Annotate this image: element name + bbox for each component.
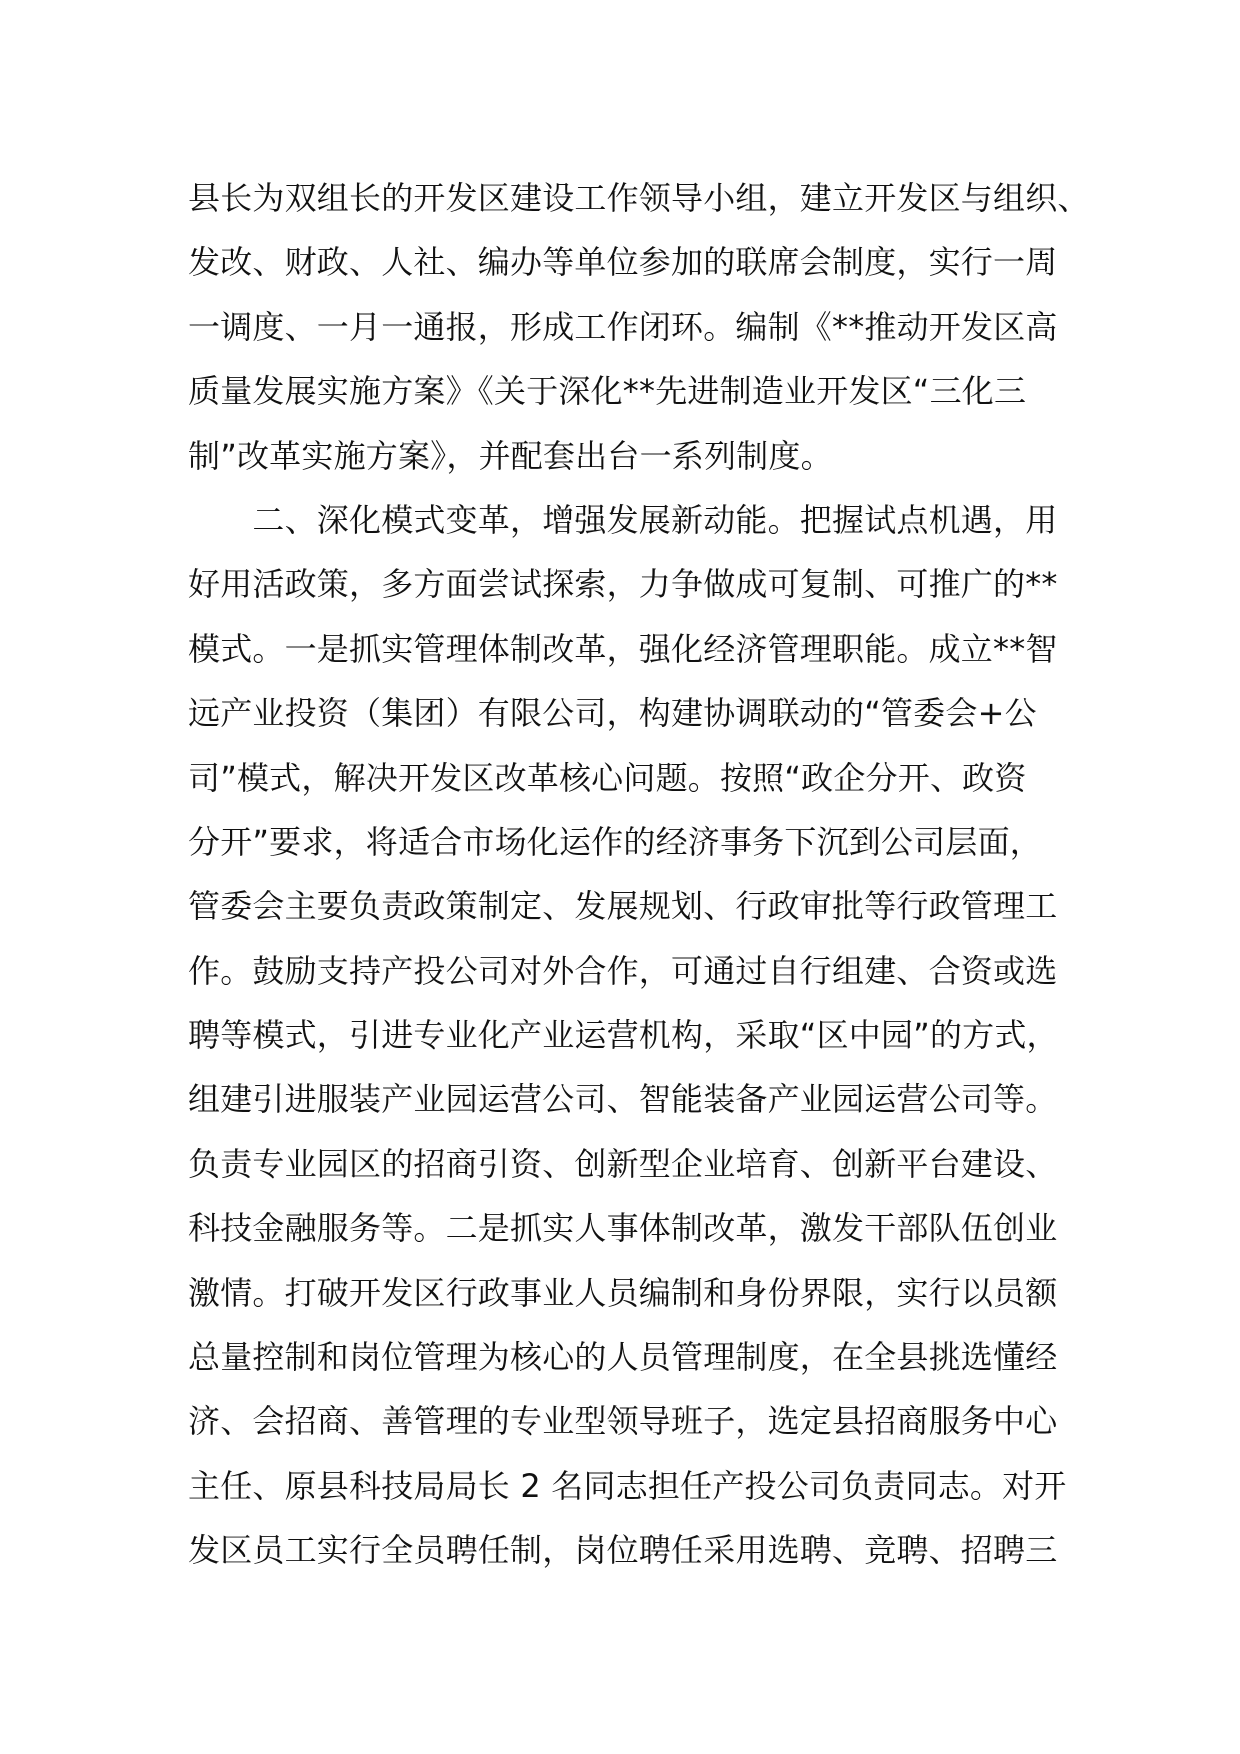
text-line: 激情。打破开发区行政事业人员编制和身份界限，实行以员额 <box>188 1273 1058 1312</box>
text-line: 管委会主要负责政策制定、发展规划、行政审批等行政管理工 <box>188 887 1058 926</box>
text-line: 济、会招商、善管理的专业型领导班子，选定县招商服务中心 <box>188 1402 1058 1441</box>
text-line: 司”模式，解决开发区改革核心问题。按照“政企分开、政资 <box>188 758 1027 797</box>
text-line: 总量控制和岗位管理为核心的人员管理制度，在全县挑选懂经 <box>188 1338 1058 1377</box>
text-line: 分开”要求，将适合市场化运作的经济事务下沉到公司层面， <box>188 822 1042 861</box>
text-line: 县长为双组长的开发区建设工作领导小组，建立开发区与组织、 <box>188 179 1090 217</box>
text-line: 发改、财政、人社、编办等单位参加的联席会制度，实行一周 <box>188 243 1058 282</box>
text-line: 远产业投资（集团）有限公司，构建协调联动的“管委会+公 <box>188 694 1037 733</box>
text-line: 发区员工实行全员聘任制，岗位聘任采用选聘、竞聘、招聘三 <box>188 1531 1058 1570</box>
text-line: 负责专业园区的招商引资、创新型企业培育、创新平台建设、 <box>188 1144 1058 1183</box>
text-line: 制”改革实施方案》，并配套出台一系列制度。 <box>188 436 833 475</box>
text-line: 质量发展实施方案》《关于深化**先进制造业开发区“三化三 <box>188 372 1027 411</box>
text-line: 一调度、一月一通报，形成工作闭环。编制《**推动开发区高 <box>188 307 1058 346</box>
text-line: 作。鼓励支持产投公司对外合作，可通过自行组建、合资或选 <box>188 951 1058 990</box>
body-text <box>188 166 1088 1583</box>
text-line: 组建引进服装产业园运营公司、智能装备产业园运营公司等。 <box>188 1080 1058 1119</box>
text-line: 模式。一是抓实管理体制改革，强化经济管理职能。成立**智 <box>188 629 1058 668</box>
text-line: 好用活政策，多方面尝试探索，力争做成可复制、可推广的** <box>188 565 1058 604</box>
text-line: 科技金融服务等。二是抓实人事体制改革，激发干部队伍创业 <box>188 1209 1058 1248</box>
text-line: 主任、原县科技局局长 2 名同志担任产投公司负责同志。对开 <box>188 1466 1067 1505</box>
text-line: 聘等模式，引进专业化产业运营机构，采取“区中园”的方式， <box>188 1016 1059 1055</box>
text-line: 二、深化模式变革，增强发展新动能。把握试点机遇，用 <box>188 500 1058 539</box>
